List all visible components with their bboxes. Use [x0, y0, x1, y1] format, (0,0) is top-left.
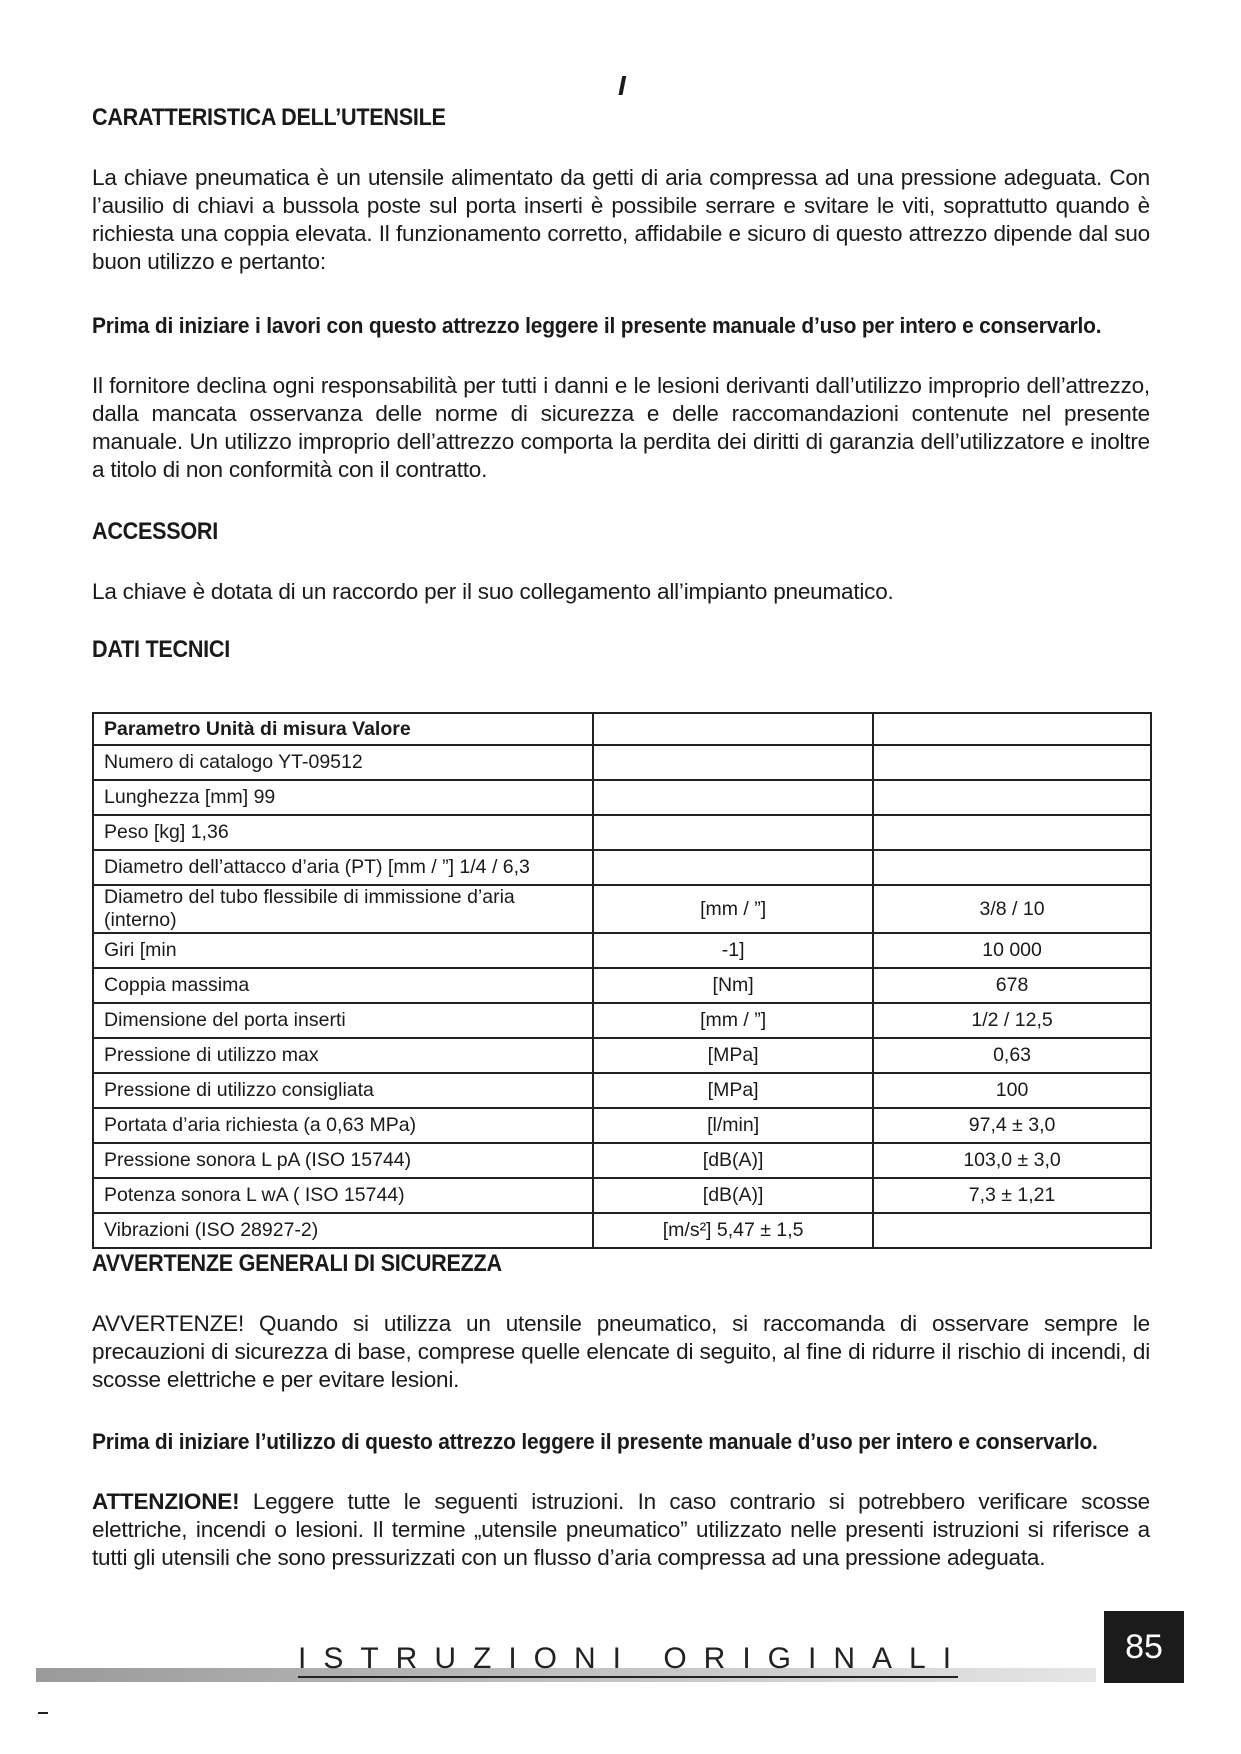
table-row — [93, 1143, 1151, 1178]
param-cell: Vibrazioni (ISO 28927-2) — [93, 1213, 593, 1248]
value-cell — [873, 815, 1151, 850]
value-cell: 678 — [873, 968, 1151, 1003]
table-row — [93, 1038, 1151, 1073]
avvertenze-warning — [92, 1428, 1150, 1456]
unit-cell: [dB(A)] — [593, 1178, 873, 1213]
unit-cell: [dB(A)] — [593, 1143, 873, 1178]
section-avvertenze — [92, 1250, 1150, 1278]
technical-data-table — [92, 712, 1152, 1249]
paragraph — [92, 1488, 1150, 1572]
attention-text: Leggere tutte le seguenti istruzioni. In caso contrario si potrebbero verificare scosse elettriche, incendi o lesioni. Il termine „utensile pneumatico” utilizzato nelle presenti istruzioni si riferisce a tutti gli utensili che sono pressurizzati con un flusso d’aria compressa ad una pressione adeguata. — [92, 1489, 1150, 1570]
avvertenze-attention — [92, 1488, 1150, 1572]
param-cell: Coppia massima — [93, 968, 593, 1003]
unit-cell: [MPa] — [593, 1073, 873, 1108]
table-row — [93, 885, 1151, 933]
unit-cell — [593, 745, 873, 780]
bold-paragraph: Prima di iniziare l’utilizzo di questo attrezzo leggere il presente manuale d’uso per intero e conservarlo. — [92, 1429, 1098, 1454]
value-cell: 103,0 ± 3,0 — [873, 1143, 1151, 1178]
param-cell: Pressione di utilizzo consigliata — [93, 1073, 593, 1108]
value-cell: 10 000 — [873, 933, 1151, 968]
section-title: AVVERTENZE GENERALI DI SICUREZZA — [92, 1250, 502, 1277]
language-mark: I — [618, 70, 626, 101]
value-cell: 97,4 ± 3,0 — [873, 1108, 1151, 1143]
paragraph: AVVERTENZE! Quando si utilizza un utensile pneumatico, si raccomanda di osservare sempre le precauzioni di sicurezza di base, comprese quelle elencate di seguito, al fine di ridurre il rischio di incendi, di scosse elettriche e per evitare lesioni. — [92, 1311, 1150, 1392]
param-cell: Pressione sonora L pA (ISO 15744) — [93, 1143, 593, 1178]
page-number: 85 — [1104, 1611, 1184, 1683]
attention-label: ATTENZIONE! — [92, 1489, 240, 1514]
param-cell: Portata d’aria richiesta (a 0,63 MPa) — [93, 1108, 593, 1143]
value-cell — [873, 1213, 1151, 1248]
unit-cell: [mm / ”] — [593, 885, 873, 933]
section-accessori — [92, 518, 1150, 546]
unit-cell: [l/min] — [593, 1108, 873, 1143]
section-caratteristica — [92, 104, 1150, 132]
value-cell — [873, 745, 1151, 780]
section-title: ACCESSORI — [92, 518, 218, 545]
param-cell: Peso [kg] 1,36 — [93, 815, 593, 850]
value-cell — [873, 850, 1151, 885]
param-cell: Potenza sonora L wA ( ISO 15744) — [93, 1178, 593, 1213]
unit-cell — [593, 850, 873, 885]
param-cell: Numero di catalogo YT-09512 — [93, 745, 593, 780]
param-cell: Lunghezza [mm] 99 — [93, 780, 593, 815]
table-row — [93, 850, 1151, 885]
table-row — [93, 1003, 1151, 1038]
table-row — [93, 780, 1151, 815]
param-cell: Diametro del tubo flessibile di immissione d’aria (interno) — [93, 885, 593, 933]
bold-paragraph: Prima di iniziare i lavori con questo attrezzo leggere il presente manuale d’uso per intero e conservarlo. — [92, 313, 1102, 338]
avvertenze-body — [92, 1310, 1150, 1394]
table-header-cell-empty — [873, 713, 1151, 745]
unit-cell — [593, 780, 873, 815]
unit-cell — [593, 815, 873, 850]
section-title: CARATTERISTICA DELL’UTENSILE — [92, 104, 446, 131]
paragraph: La chiave pneumatica è un utensile alimentato da getti di aria compressa ad una pressione adeguata. Con l’ausilio di chiavi a bussola poste sul porta inserti è possibile serrare e svitare le viti, soprattutto quando è richiesta una coppia elevata. Il funzionamento corretto, affidabile e sicuro di questo attrezzo dipende dal suo buon utilizzo e pertanto: — [92, 165, 1150, 274]
param-cell: Diametro dell’attacco d’aria (PT) [mm / ”] 1/4 / 6,3 — [93, 850, 593, 885]
value-cell: 1/2 / 12,5 — [873, 1003, 1151, 1038]
margin-mark — [38, 1712, 48, 1714]
caratteristica-disclaimer — [92, 372, 1150, 484]
caratteristica-body — [92, 164, 1150, 276]
footer-text: ISTRUZIONI ORIGINALI — [298, 1642, 969, 1675]
unit-cell: [m/s²] 5,47 ± 1,5 — [593, 1213, 873, 1248]
value-cell — [873, 780, 1151, 815]
table-row — [93, 1213, 1151, 1248]
unit-cell: [MPa] — [593, 1038, 873, 1073]
unit-cell: [mm / ”] — [593, 1003, 873, 1038]
unit-cell: [Nm] — [593, 968, 873, 1003]
value-cell: 3/8 / 10 — [873, 885, 1151, 933]
table-row — [93, 745, 1151, 780]
unit-cell: -1] — [593, 933, 873, 968]
table-header-cell-empty — [593, 713, 873, 745]
paragraph: Il fornitore declina ogni responsabilità per tutti i danni e le lesioni derivanti dall’utilizzo improprio dell’attrezzo, dalla mancata osservanza delle norme di sicurezza e delle raccomandazioni contenute nel presente manuale. Un utilizzo improprio dell’attrezzo comporta la perdita dei diritti di garanzia dell’utilizzatore e inoltre a titolo di non conformità con il contratto. — [92, 373, 1150, 482]
table-header-cell: Parametro Unità di misura Valore — [93, 713, 593, 745]
section-title: DATI TECNICI — [92, 636, 230, 663]
accessori-body — [92, 578, 1150, 606]
table-header-row — [93, 713, 1151, 745]
footer-underline — [298, 1676, 958, 1678]
value-cell: 100 — [873, 1073, 1151, 1108]
table-row — [93, 1178, 1151, 1213]
section-dati-tecnici — [92, 636, 1150, 664]
table-row — [93, 1073, 1151, 1108]
table-row — [93, 933, 1151, 968]
value-cell: 7,3 ± 1,21 — [873, 1178, 1151, 1213]
param-cell: Giri [min — [93, 933, 593, 968]
table-row — [93, 815, 1151, 850]
paragraph: La chiave è dotata di un raccordo per il suo collegamento all’impianto pneumatico. — [92, 579, 894, 604]
table-row — [93, 1108, 1151, 1143]
value-cell: 0,63 — [873, 1038, 1151, 1073]
table-row — [93, 968, 1151, 1003]
param-cell: Pressione di utilizzo max — [93, 1038, 593, 1073]
caratteristica-warning — [92, 312, 1150, 340]
param-cell: Dimensione del porta inserti — [93, 1003, 593, 1038]
